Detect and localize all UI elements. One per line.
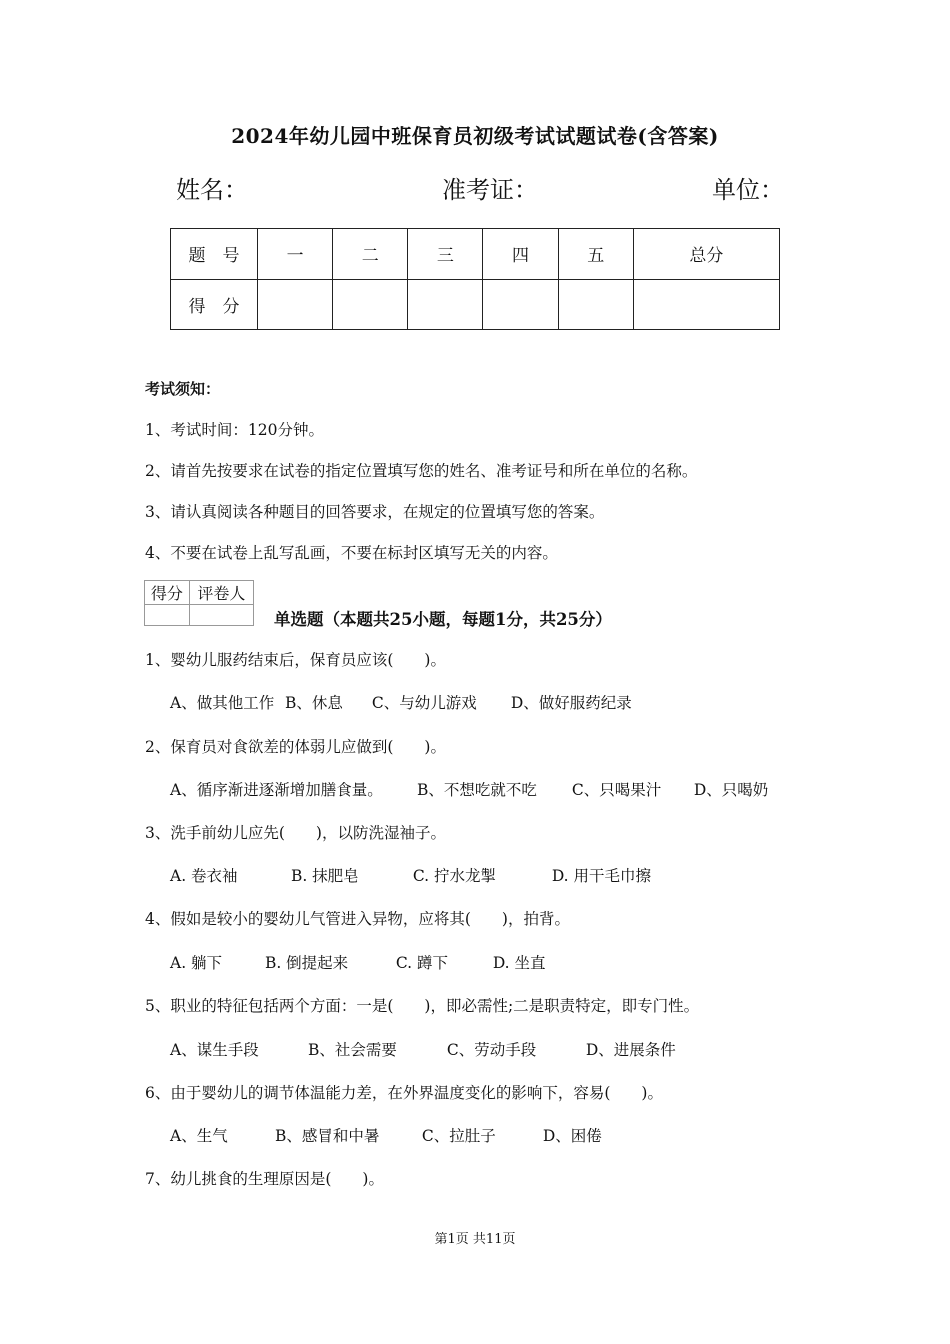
score-input-cell[interactable]: [483, 279, 558, 330]
page-footer: 第1页 共11页: [434, 1232, 516, 1247]
question-options: [170, 951, 546, 973]
option[interactable]: D. 坐直: [492, 954, 546, 972]
option[interactable]: A. 躺下: [170, 954, 223, 972]
grader-name-cell[interactable]: [189, 605, 253, 626]
question-text: 1、婴幼儿服药结束后，保育员应该( )。: [145, 651, 446, 669]
option[interactable]: A、循序渐进逐渐增加膳食量。: [170, 781, 383, 799]
question-options: [170, 864, 651, 886]
option[interactable]: B、感冒和中暑: [274, 1127, 380, 1145]
exam-title: 2024年幼儿园中班保育员初级考试试题试卷(含答案): [231, 124, 719, 148]
question-text: 4、假如是较小的婴幼儿气管进入异物，应将其( )，拍背。: [145, 910, 570, 928]
option[interactable]: C、只喝果汁: [571, 781, 662, 799]
question-options: [170, 691, 632, 713]
option[interactable]: C、拉肚子: [421, 1127, 496, 1145]
score-input-cell[interactable]: [408, 279, 483, 330]
option[interactable]: A、谋生手段: [170, 1041, 259, 1059]
score-table-score-row: [171, 279, 780, 330]
notice-heading: 考试须知：: [145, 380, 221, 398]
score-table-cell: 一: [258, 229, 333, 280]
option[interactable]: D、进展条件: [585, 1041, 676, 1059]
option[interactable]: B. 抹肥皂: [290, 867, 359, 885]
question-options: [170, 778, 768, 800]
question-text: 7、幼儿挑食的生理原因是( )。: [145, 1170, 384, 1188]
score-input-cell[interactable]: [633, 279, 779, 330]
score-input-cell[interactable]: [558, 279, 633, 330]
question-options: [170, 1124, 602, 1146]
section-title: 单选题（本题共25小题，每题1分，共25分）: [274, 610, 612, 629]
option[interactable]: B、社会需要: [307, 1041, 397, 1059]
score-table: [170, 228, 780, 330]
notice-item: 3、请认真阅读各种题目的回答要求，在规定的位置填写您的答案。: [145, 503, 605, 521]
grader-score-cell[interactable]: [145, 605, 190, 626]
question-options: [170, 1038, 676, 1060]
score-table-cell: 总分: [633, 229, 779, 280]
option[interactable]: D. 用干毛巾擦: [551, 867, 652, 885]
option[interactable]: A. 卷衣袖: [170, 867, 238, 885]
score-table-header-row: [171, 229, 780, 280]
notice-item: 2、请首先按要求在试卷的指定位置填写您的姓名、准考证号和所在单位的名称。: [145, 462, 698, 480]
option[interactable]: D、只喝奶: [693, 781, 769, 799]
question-text: 5、职业的特征包括两个方面：一是( )，即必需性;二是职责特定，即专门性。: [145, 997, 700, 1015]
score-input-cell[interactable]: [333, 279, 408, 330]
score-table-cell: 题 号: [171, 229, 258, 280]
option[interactable]: A、生气: [170, 1127, 228, 1145]
score-input-cell[interactable]: [258, 279, 333, 330]
score-table-cell: 二: [333, 229, 408, 280]
name-label: 姓名：: [176, 176, 248, 204]
option[interactable]: B. 倒提起来: [264, 954, 349, 972]
grader-name-label: 评卷人: [189, 581, 253, 605]
option[interactable]: B、不想吃就不吃: [416, 781, 537, 799]
grader-table: [144, 580, 254, 626]
option[interactable]: C、与幼儿游戏: [371, 694, 477, 712]
option[interactable]: A、做其他工作: [170, 694, 275, 712]
option[interactable]: D、做好服药纪录: [510, 694, 632, 712]
option[interactable]: C、劳动手段: [446, 1041, 537, 1059]
question-text: 3、洗手前幼儿应先( )，以防洗湿袖子。: [145, 824, 446, 842]
option[interactable]: C. 拧水龙掣: [412, 867, 497, 885]
score-table-cell: 五: [558, 229, 633, 280]
exam-id-label: 准考证：: [442, 176, 538, 204]
question-text: 2、保育员对食欲差的体弱儿应做到( )。: [145, 738, 446, 756]
notice-item: 1、考试时间：120分钟。: [145, 421, 324, 439]
option[interactable]: C. 蹲下: [395, 954, 449, 972]
question-text: 6、由于婴幼儿的调节体温能力差，在外界温度变化的影响下，容易( )。: [145, 1084, 663, 1102]
notice-item: 4、不要在试卷上乱写乱画，不要在标封区填写无关的内容。: [145, 544, 558, 562]
unit-label: 单位：: [712, 176, 784, 204]
score-table-cell: 四: [483, 229, 558, 280]
score-table-cell: 得 分: [171, 279, 258, 330]
score-table-cell: 三: [408, 229, 483, 280]
grader-score-label: 得分: [145, 581, 190, 605]
option[interactable]: D、困倦: [542, 1127, 602, 1145]
option[interactable]: B、休息: [284, 694, 343, 712]
